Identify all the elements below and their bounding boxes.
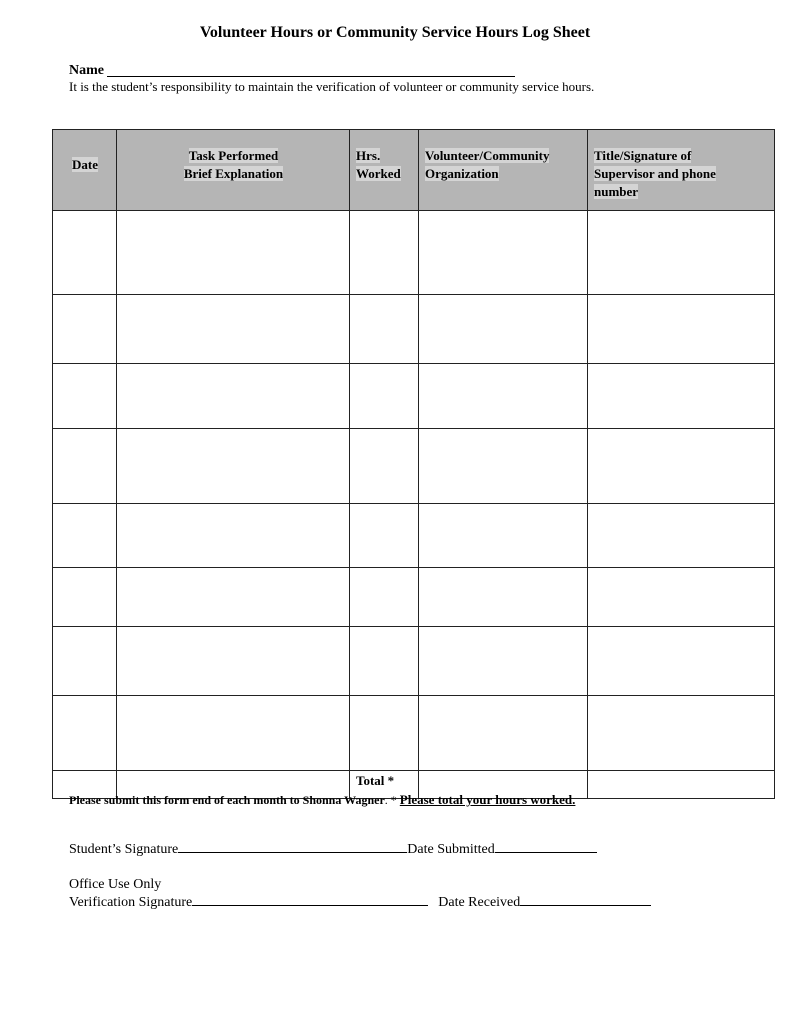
task-cell[interactable]	[117, 568, 350, 627]
task-cell[interactable]	[117, 211, 350, 295]
organization-cell[interactable]	[419, 211, 588, 295]
date-cell[interactable]	[53, 364, 117, 429]
organization-cell[interactable]	[419, 627, 588, 696]
date-received-field[interactable]	[520, 905, 651, 906]
task-cell[interactable]	[117, 295, 350, 364]
date-cell[interactable]	[53, 429, 117, 504]
date-submitted-field[interactable]	[495, 852, 597, 853]
task-cell[interactable]	[117, 696, 350, 771]
student-signature-label: Student’s Signature	[69, 842, 179, 857]
supervisor-cell[interactable]	[588, 568, 775, 627]
total-hours-reminder: Please total your hours worked.	[399, 792, 576, 807]
table-row	[53, 568, 775, 627]
date-cell[interactable]	[53, 295, 117, 364]
verification-signature-field[interactable]	[192, 905, 428, 906]
student-signature-row	[69, 842, 597, 858]
date-received-label: Date Received	[438, 895, 521, 910]
table-header-row	[53, 130, 775, 211]
table-row	[53, 696, 775, 771]
supervisor-cell[interactable]	[588, 211, 775, 295]
table-row	[53, 295, 775, 364]
student-signature-field[interactable]	[178, 852, 407, 853]
date-cell[interactable]	[53, 504, 117, 568]
task-cell[interactable]	[117, 364, 350, 429]
header-task: Task Performed Brief Explanation	[117, 130, 350, 211]
hours-cell[interactable]	[350, 504, 419, 568]
hours-cell[interactable]	[350, 295, 419, 364]
task-cell[interactable]	[117, 504, 350, 568]
responsibility-note: It is the student’s responsibility to maintain the verification of volunteer or community service hours.	[69, 79, 595, 94]
organization-cell[interactable]	[419, 429, 588, 504]
hours-log-table	[52, 129, 775, 799]
supervisor-cell[interactable]	[588, 364, 775, 429]
date-submitted-label: Date Submitted	[407, 842, 495, 857]
date-cell[interactable]	[53, 696, 117, 771]
date-cell[interactable]	[53, 568, 117, 627]
office-use-label: Office Use Only	[69, 877, 162, 892]
verification-signature-label: Verification Signature	[69, 895, 193, 910]
supervisor-cell[interactable]	[588, 295, 775, 364]
organization-cell[interactable]	[419, 295, 588, 364]
date-cell[interactable]	[53, 627, 117, 696]
header-organization: Volunteer/Community Organization	[419, 130, 588, 211]
page-title: Volunteer Hours or Community Service Hours Log Sheet	[199, 24, 591, 41]
organization-cell[interactable]	[419, 504, 588, 568]
date-cell[interactable]	[53, 211, 117, 295]
organization-cell[interactable]	[419, 568, 588, 627]
supervisor-cell[interactable]	[588, 696, 775, 771]
verification-row	[69, 895, 651, 911]
organization-cell[interactable]	[419, 696, 588, 771]
submit-instructions: Please submit this form end of each month to Shonna Wagner. * Please total your hours worked.	[69, 792, 576, 807]
hours-cell[interactable]	[350, 211, 419, 295]
hours-cell[interactable]	[350, 696, 419, 771]
supervisor-cell[interactable]	[588, 627, 775, 696]
table-row	[53, 364, 775, 429]
header-date: Date	[53, 130, 117, 211]
table-row	[53, 504, 775, 568]
table-row	[53, 627, 775, 696]
hours-cell[interactable]	[350, 429, 419, 504]
table-row	[53, 211, 775, 295]
total-label: Total *	[350, 771, 419, 799]
supervisor-cell[interactable]	[588, 429, 775, 504]
hours-cell[interactable]	[350, 627, 419, 696]
name-field[interactable]	[107, 76, 515, 77]
header-supervisor: Title/Signature of Supervisor and phone number	[588, 130, 775, 211]
task-cell[interactable]	[117, 627, 350, 696]
organization-cell[interactable]	[419, 364, 588, 429]
name-label: Name	[69, 63, 104, 78]
hours-cell[interactable]	[350, 568, 419, 627]
total-cell-empty	[588, 771, 775, 799]
table-row	[53, 429, 775, 504]
supervisor-cell[interactable]	[588, 504, 775, 568]
hours-cell[interactable]	[350, 364, 419, 429]
header-hours: Hrs. Worked	[350, 130, 419, 211]
task-cell[interactable]	[117, 429, 350, 504]
